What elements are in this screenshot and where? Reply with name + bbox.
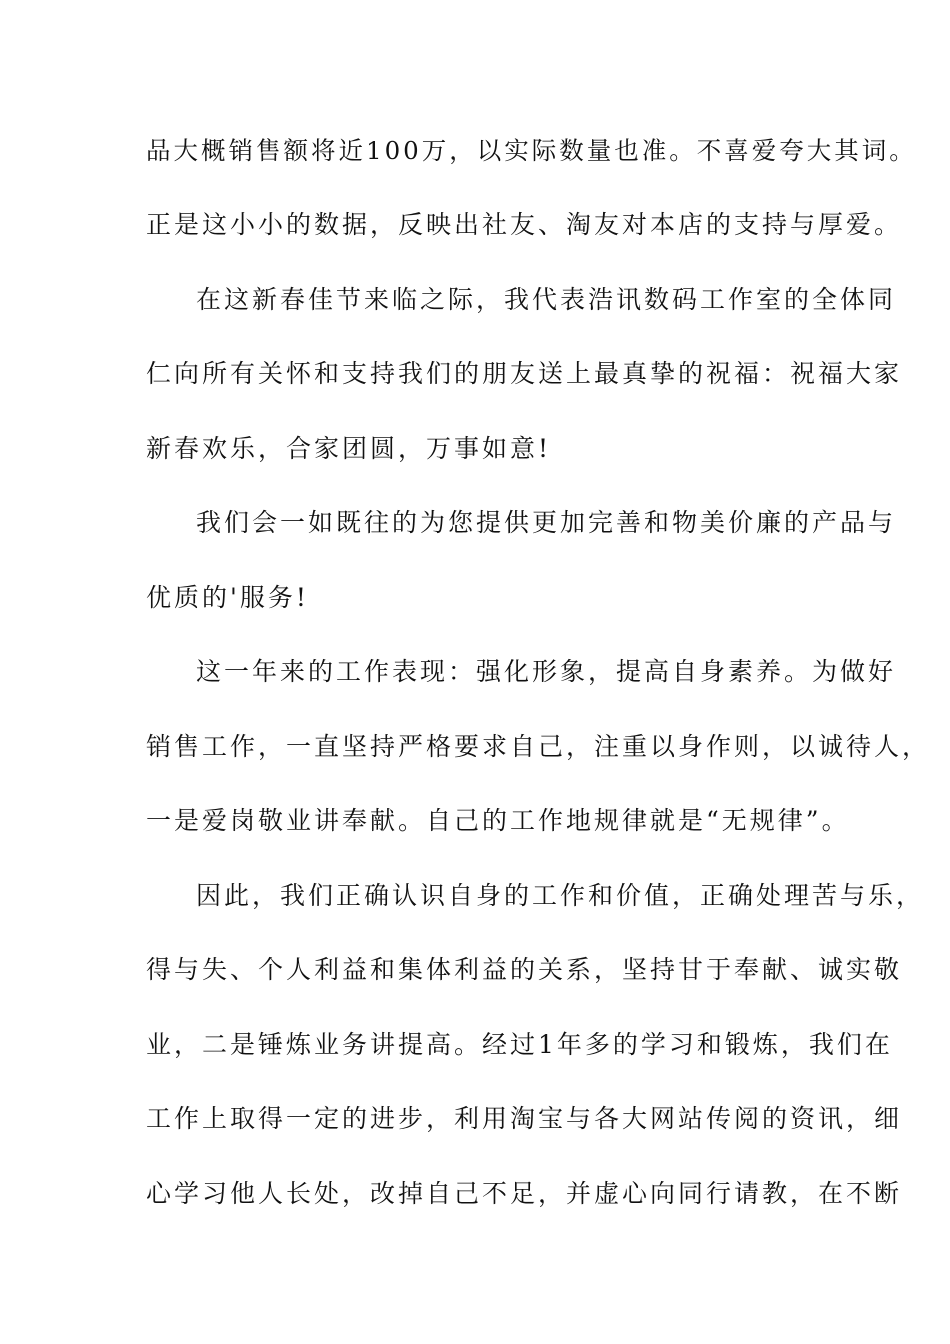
text-line: 销售工作，一直坚持严格要求自己，注重以身作则，以诚待人， (146, 732, 931, 761)
text-line: 正是这小小的数据，反映出社友、淘友对本店的支持与厚爱。 (146, 210, 903, 239)
text-line: 心学习他人长处，改掉自己不足，并虚心向同行请教，在不断 (146, 1179, 903, 1208)
text-line: 业，二是锤炼业务讲提高。经过1年多的学习和锻炼，我们在 (146, 1030, 893, 1059)
text-line: 仁向所有关怀和支持我们的朋友送上最真挚的祝福：祝福大家 (146, 359, 903, 388)
text-line: 一是爱岗敬业讲奉献。自己的工作地规律就是“无规律”。 (146, 806, 850, 835)
text-line: 得与失、个人利益和集体利益的关系，坚持甘于奉献、诚实敬 (146, 955, 903, 984)
text-line: 优质的'服务! (146, 583, 309, 612)
paragraph-start-line: 这一年来的工作表现：强化形象，提高自身素养。为做好 (196, 657, 897, 686)
text-line: 新春欢乐，合家团圆，万事如意! (146, 434, 552, 463)
paragraph-start-line: 在这新春佳节来临之际，我代表浩讯数码工作室的全体同 (196, 285, 897, 314)
paragraph-start-line: 我们会一如既往的为您提供更加完善和物美价廉的产品与 (196, 508, 897, 537)
paragraph-start-line: 因此，我们正确认识自身的工作和价值，正确处理苦与乐， (196, 881, 925, 910)
text-line: 工作上取得一定的进步，利用淘宝与各大网站传阅的资讯，细 (146, 1104, 903, 1133)
text-line: 品大概销售额将近100万，以实际数量也准。不喜爱夸大其词。 (146, 136, 917, 165)
